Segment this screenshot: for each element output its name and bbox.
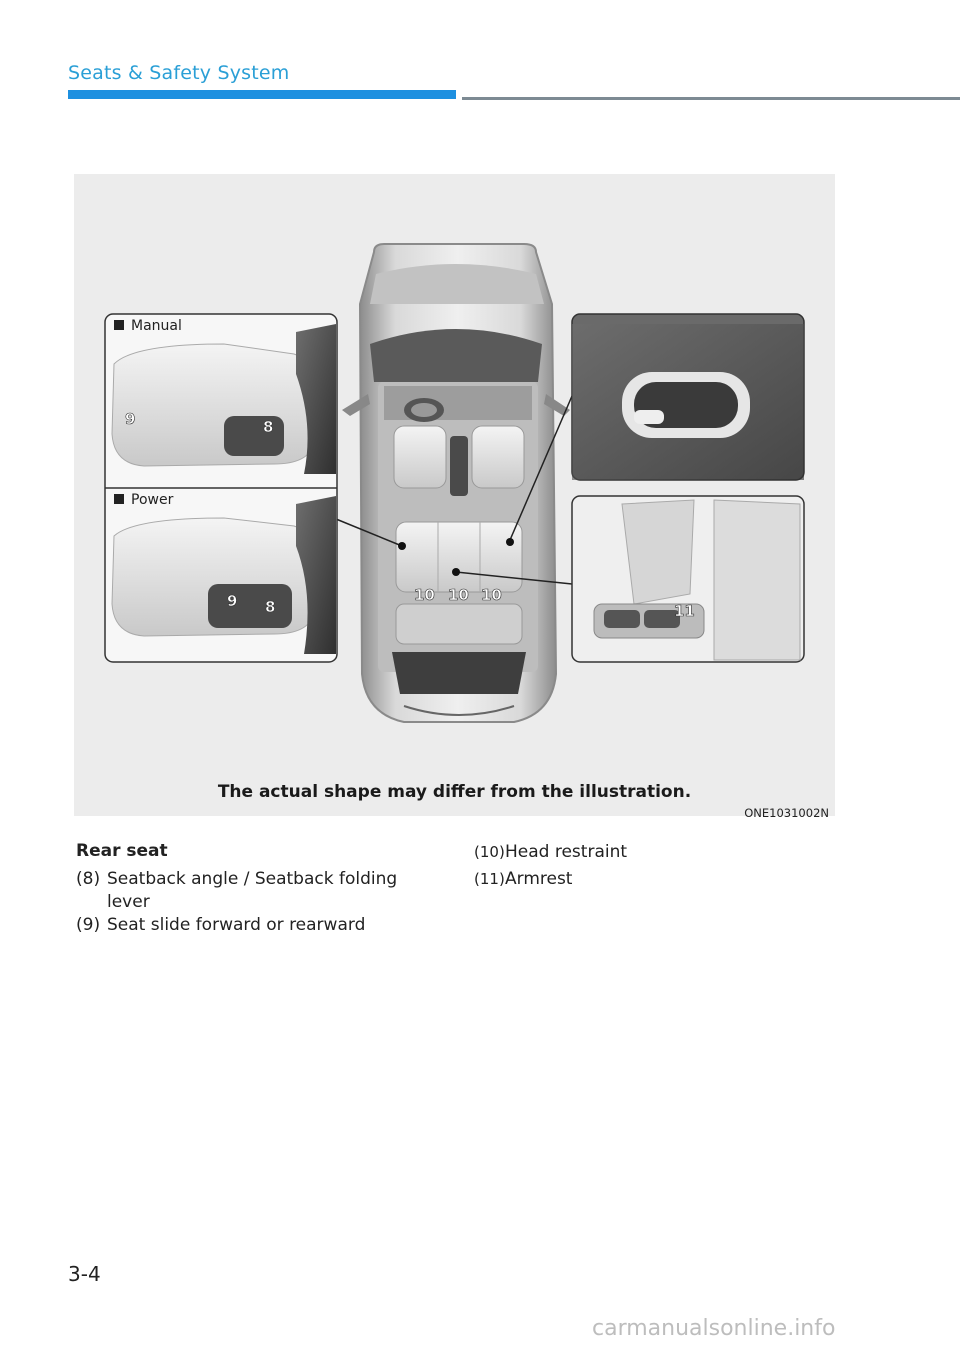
figure-caption: The actual shape may differ from the illustration.	[217, 782, 692, 802]
figure-code: ONE1031002N	[744, 806, 829, 820]
inset-armrest	[572, 496, 804, 662]
seat-illustration	[74, 174, 835, 820]
power-inset-label: Power	[114, 492, 173, 508]
list-item: (8) Seatback angle / Seatback folding lever	[76, 869, 398, 912]
page-number: 3-4	[68, 1262, 101, 1286]
callout-9-power: 9	[227, 592, 238, 610]
callout-9-manual: 9	[125, 410, 136, 428]
callout-10-center: 10	[448, 586, 469, 604]
section-header-title: Seats & Safety System	[68, 62, 290, 84]
callout-8-power: 8	[265, 598, 276, 616]
callout-10-left: 10	[414, 586, 435, 604]
callout-8-manual: 8	[263, 418, 274, 436]
inset-rear-seat-controls	[105, 314, 337, 662]
callout-10-right: 10	[481, 586, 502, 604]
callout-11: 11	[674, 602, 695, 620]
list-item: (10) Head restraint	[474, 842, 628, 862]
car-top-view	[342, 244, 570, 722]
list-item: (11) Armrest	[474, 869, 573, 889]
list-item: (9) Seat slide forward or rearward	[76, 915, 366, 935]
manual-inset-label: Manual	[114, 318, 182, 334]
watermark: carmanualsonline.info	[592, 1316, 836, 1341]
section-title: Rear seat	[76, 841, 168, 861]
header-rule	[462, 97, 960, 100]
header-rule-accent	[68, 90, 456, 99]
inset-door-handle	[572, 314, 804, 480]
vehicle-illustration	[74, 174, 835, 816]
